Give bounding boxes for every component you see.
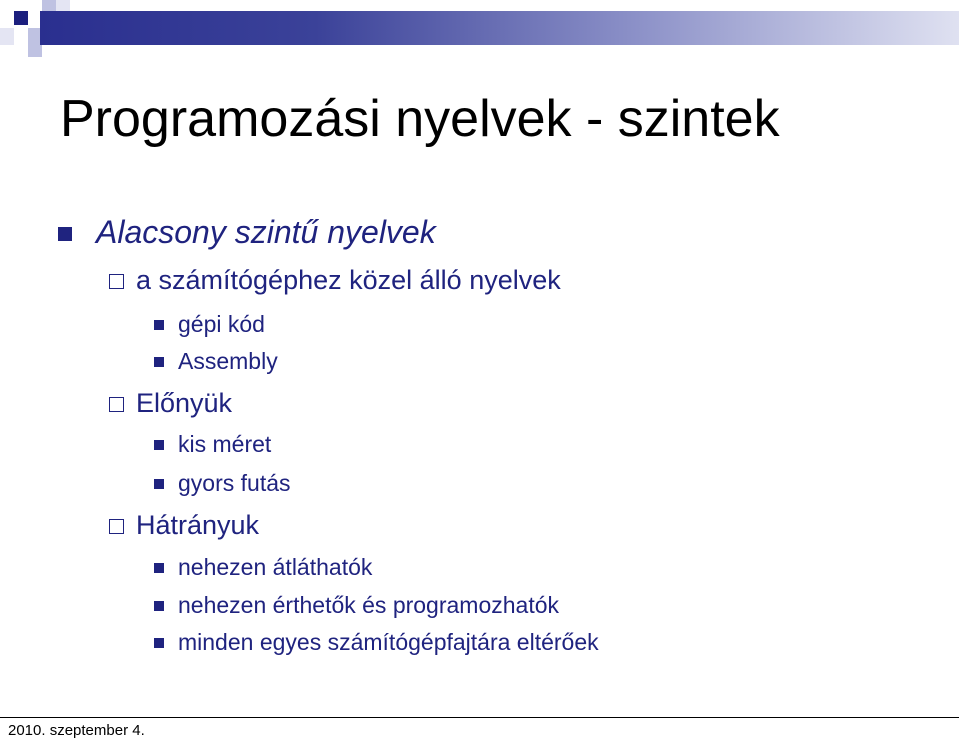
list-item-level-3: [178, 592, 559, 619]
list-item-level-3: [178, 470, 291, 497]
list-item-level-1: [96, 214, 436, 251]
list-item-level-3: [178, 554, 372, 581]
small-square-bullet-icon: [154, 479, 164, 489]
header-square-pale: [0, 28, 14, 45]
list-item-text: Assembly: [178, 348, 278, 374]
list-item-level-3: [178, 629, 599, 656]
small-square-bullet-icon: [154, 440, 164, 450]
list-item-text: kis méret: [178, 431, 272, 457]
small-square-bullet-icon: [154, 638, 164, 648]
hollow-square-bullet-icon: [109, 519, 124, 534]
header-gradient-bar: [40, 11, 959, 45]
slide-title: Programozási nyelvek - szintek: [60, 90, 780, 148]
small-square-bullet-icon: [154, 563, 164, 573]
hollow-square-bullet-icon: [109, 397, 124, 412]
footer-divider: [0, 717, 959, 718]
list-item-text: Hátrányuk: [136, 510, 260, 540]
list-item-level-2: [136, 265, 561, 296]
list-item-level-3: [178, 431, 271, 458]
filled-square-bullet-icon: [58, 227, 72, 241]
list-item-text: Alacsony szintű nyelvek: [96, 214, 436, 250]
list-item-text: nehezen érthetők és programozhatók: [178, 592, 560, 618]
list-item-text: a számítógéphez közel álló nyelvek: [136, 265, 561, 295]
list-item-text: Előnyük: [136, 388, 233, 418]
footer-date: 2010. szeptember 4.: [8, 722, 145, 739]
header-square-pale: [56, 0, 70, 11]
list-item-level-3: [178, 348, 278, 375]
list-item-text: nehezen átláthatók: [178, 554, 373, 580]
hollow-square-bullet-icon: [109, 274, 124, 289]
small-square-bullet-icon: [154, 357, 164, 367]
list-item-text: gyors futás: [178, 470, 291, 496]
list-item-level-3: [178, 311, 265, 338]
list-item-text: gépi kód: [178, 311, 265, 337]
header-square-light: [28, 45, 42, 57]
list-item-level-2: [136, 388, 232, 419]
small-square-bullet-icon: [154, 320, 164, 330]
list-item-text: minden egyes számítógépfajtára eltérőek: [178, 629, 599, 655]
small-square-bullet-icon: [154, 601, 164, 611]
list-item-level-2: [136, 510, 259, 541]
header-square-light: [42, 0, 56, 11]
header-square-dark: [14, 11, 28, 25]
